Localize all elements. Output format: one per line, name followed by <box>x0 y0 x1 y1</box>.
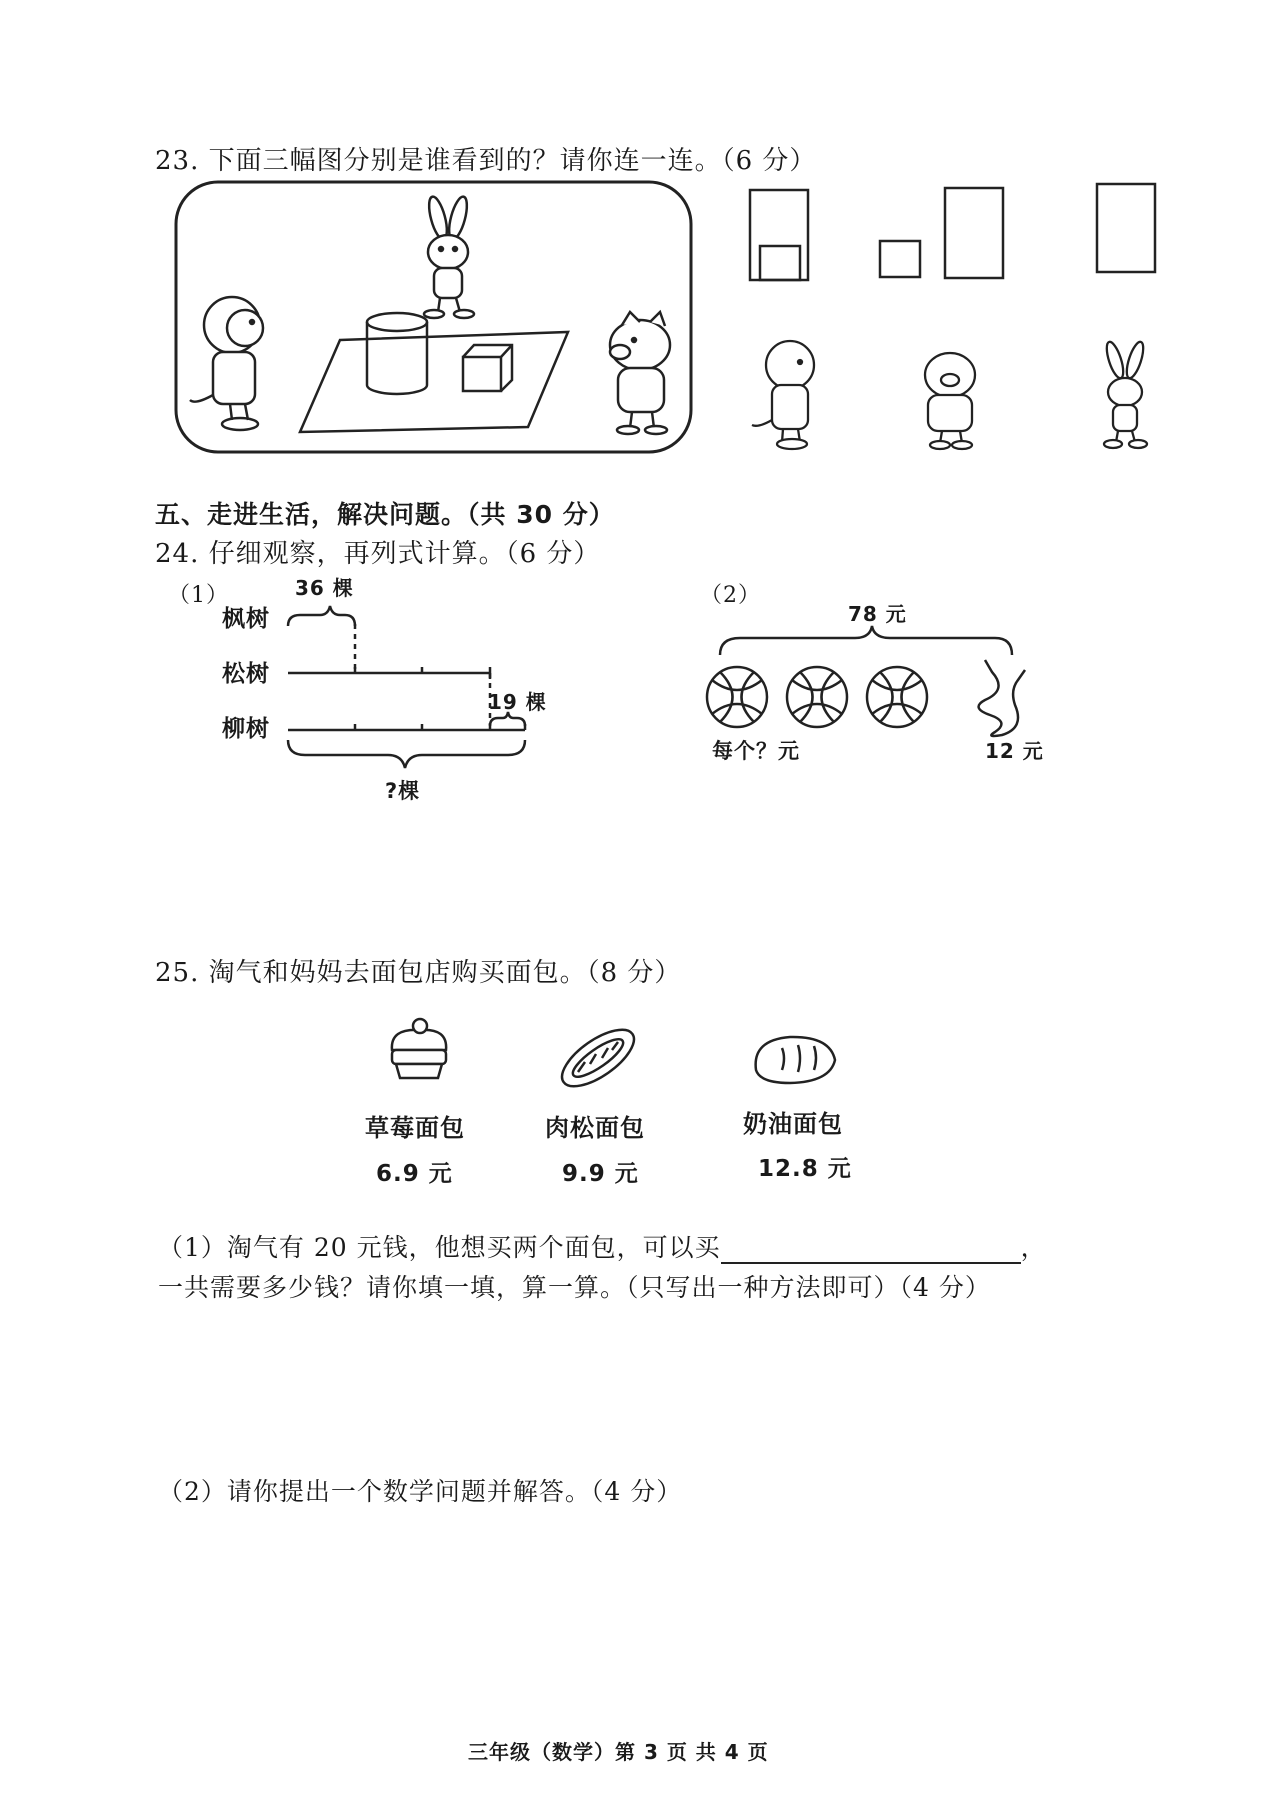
total-price-label: 78 元 <box>848 602 907 626</box>
bread-price-floss: 9.9 元 <box>562 1161 639 1187</box>
loaf-icon <box>756 1037 835 1083</box>
bread-name-cream: 奶油面包 <box>743 1110 843 1138</box>
total-count-label: ?棵 <box>385 779 421 803</box>
section-heading: 五、走进生活，解决问题。（共 30 分） <box>155 500 615 529</box>
answer-blank[interactable] <box>721 1238 1021 1264</box>
bread-price-strawberry: 6.9 元 <box>376 1161 453 1187</box>
maple-count-label: 36 棵 <box>295 576 354 600</box>
ball-price-label: 每个？元 <box>712 739 800 763</box>
q25-part1-comma: ， <box>1020 1233 1047 1262</box>
q23-title: 23. 下面三幅图分别是谁看到的？请你连一连。（6 分） <box>155 146 817 176</box>
q25-part1-line1 <box>158 1228 1047 1264</box>
q24-part1-label: （1） <box>168 583 229 608</box>
hotdog-bun-icon <box>553 1019 642 1097</box>
q25-part2: （2）请你提出一个数学问题并解答。（4 分） <box>158 1477 683 1506</box>
row-label-maple: 枫树 <box>222 606 270 632</box>
q25-part1-text: （1）淘气有 20 元钱，他想买两个面包，可以买 <box>158 1233 721 1262</box>
row-label-willow: 柳树 <box>222 716 270 742</box>
q24-title: 24. 仔细观察，再列式计算。（6 分） <box>155 539 601 569</box>
q25-title: 25. 淘气和妈妈去面包店购买面包。（8 分） <box>155 958 682 988</box>
q25-part1-line2: 一共需要多少钱？请你填一填，算一算。（只写出一种方法即可）（4 分） <box>158 1273 991 1302</box>
extra-count-label: 19 棵 <box>488 690 547 714</box>
bread-name-floss: 肉松面包 <box>545 1114 645 1142</box>
page-footer: 三年级（数学）第 3 页 共 4 页 <box>468 1740 769 1764</box>
cupcake-icon <box>392 1019 446 1078</box>
bread-price-cream: 12.8 元 <box>758 1156 852 1182</box>
bread-name-strawberry: 草莓面包 <box>365 1114 465 1142</box>
row-label-pine: 松树 <box>222 661 270 687</box>
q24-part2-label: （2） <box>700 583 761 608</box>
rope-price-label: 12 元 <box>985 739 1044 763</box>
